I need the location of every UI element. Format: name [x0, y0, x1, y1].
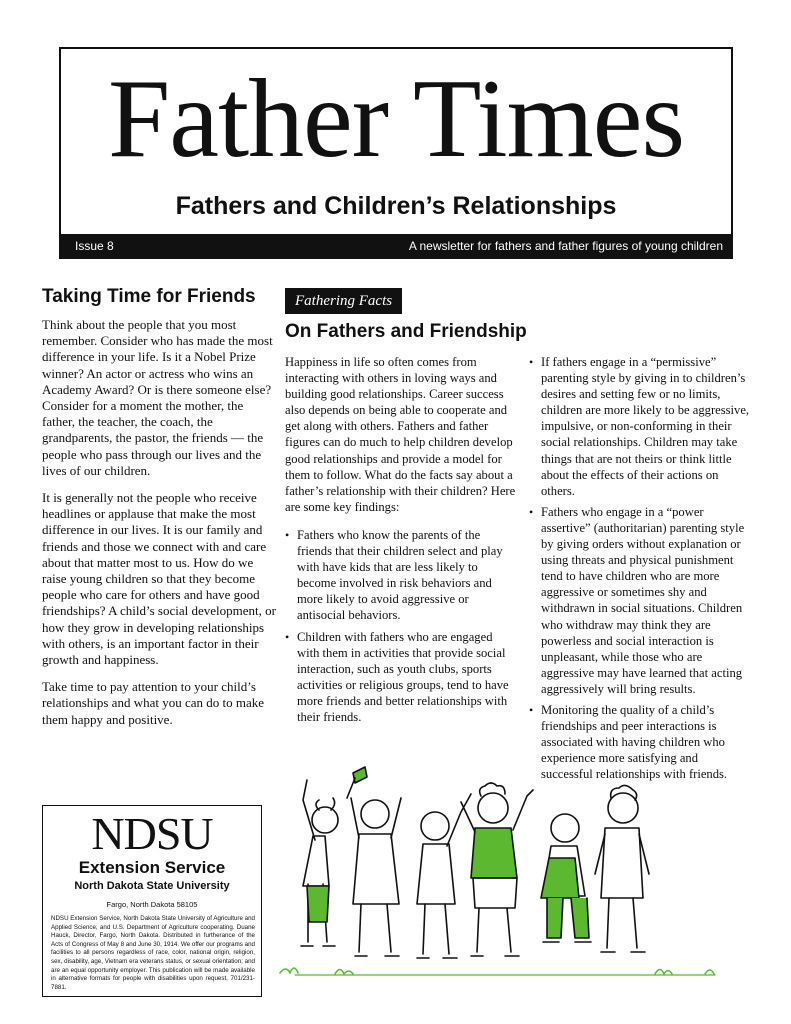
child-figure — [417, 794, 471, 958]
bullet-icon: • — [529, 702, 534, 717]
newsletter-subtitle: Fathers and Children’s Relationships — [175, 192, 617, 220]
finding-item — [285, 629, 517, 726]
child-figure — [541, 814, 591, 942]
bullet-icon: • — [529, 504, 534, 519]
issue-number: Issue 8 — [75, 238, 114, 253]
left-heading: Taking Time for Friends — [42, 286, 256, 307]
left-column — [42, 317, 277, 739]
child-figure — [351, 798, 401, 956]
finding-text: Fathers who engage in a “power assertive” (authoritarian) parenting style by giving orders without explanation or using threats and physical punishment tend to have children who are more aggressive or sometimes shy and withdrawn in social situations. Children who withdraw may think they are powerless and social interaction is unpleasant, while those who are aggressive may have learned that acting aggressively will bring results. — [541, 504, 745, 696]
article-intro: Happiness in life so often comes from interacting with others in loving ways and building good relationships. Career success also depends on being able to cooperate and get along with others. Fathers and father figures can do much to help children develop good relationships and provide a model for them to follow. What do the facts say about a father’s relationship with their children? Here are some key findings: — [285, 355, 516, 514]
extension-service-label: Extension Service — [78, 858, 226, 877]
children-illustration — [275, 748, 745, 980]
finding-text: Monitoring the quality of a child’s friendships and peer interactions is associated with having children who experience more satisfying and successful relationships with friends. — [541, 702, 728, 782]
findings-list-continued — [529, 354, 751, 782]
left-paragraph: Think about the people that you most remember. Consider who has made the most difference in your life. Is it a Nobel Prize winner? An actor or actress who wins an Academy Award? Or is there someone else? Consider for a moment the mother, the father, the teacher, the coach, the grandparents, the pastor, the friends — the people who pass through our lives and the lives of our children. — [42, 317, 273, 478]
right-column — [529, 354, 751, 787]
finding-item — [529, 504, 751, 697]
issue-bar — [61, 234, 731, 257]
legal-fineprint: NDSU Extension Service, North Dakota State University of Agriculture and Applied Science, and U.S. Department of Agriculture cooperating. Duane Hauck, Director, Fargo, North Dakota. Distributed in furtherance of the Acts of Congress of May 8 and June 30, 1914. We offer our programs and facilities to all persons regardless of race, color, national origin, religion, sex, disability, age, Vietnam era veterans status, or sexual orientation; and are an equal opportunity employer. This publication will be made available in alternative formats for people with disabilities upon request, 701/231-7881. — [51, 915, 255, 991]
ndsu-logo: NDSU — [91, 808, 213, 859]
masthead — [59, 47, 733, 259]
bullet-icon: • — [285, 629, 290, 644]
finding-text: If fathers engage in a “permissive” parenting style by giving in to children’s desires and setting few or no limits, children are more likely to be aggressive, impulsive, or non-conforming in their social relationships. Children may take things that are not theirs or think little about the effects of their actions on others. — [541, 355, 750, 498]
bullet-icon: • — [285, 527, 290, 542]
newsletter-tagline: A newsletter for fathers and father figures of young children — [408, 238, 723, 253]
finding-text: Fathers who know the parents of the friends that their children select and play with have kids that are less likely to become involved in risk behaviors and more likely to avoid aggressive or antisocial behaviors. — [297, 527, 503, 623]
left-paragraph: It is generally not the people who receive headlines or applause that make the most difference in our lives. It is our family and friends and those we connect with and care about that matter most to us. How do we raise young children so that they become people who care for others and have good friendships? A child’s social development, or how they grow in developing relationships with others, is an important factor in their growth and happiness. — [42, 490, 276, 668]
university-name: North Dakota State University — [74, 880, 230, 892]
middle-column — [285, 354, 517, 730]
child-figure — [595, 785, 649, 952]
bullet-icon: • — [529, 355, 534, 369]
child-figure — [461, 783, 533, 956]
finding-item — [285, 527, 517, 624]
university-address: Fargo, North Dakota 58105 — [106, 900, 198, 909]
section-tag: Fathering Facts — [285, 288, 402, 314]
newsletter-title: Father Times — [107, 57, 685, 181]
findings-list — [285, 527, 517, 725]
ndsu-extension-box — [42, 805, 262, 997]
finding-text: Children with fathers who are engaged with them in activities that provide social interaction, such as youth clubs, sports activities or religious groups, tend to have more friends and better relationships with their friends. — [297, 629, 509, 724]
left-paragraph: Take time to pay attention to your child’s relationships and what you can do to make them happy and positive. — [42, 679, 265, 727]
finding-item — [529, 354, 751, 499]
article-heading: On Fathers and Friendship — [285, 321, 527, 342]
grass-icon — [280, 968, 714, 974]
